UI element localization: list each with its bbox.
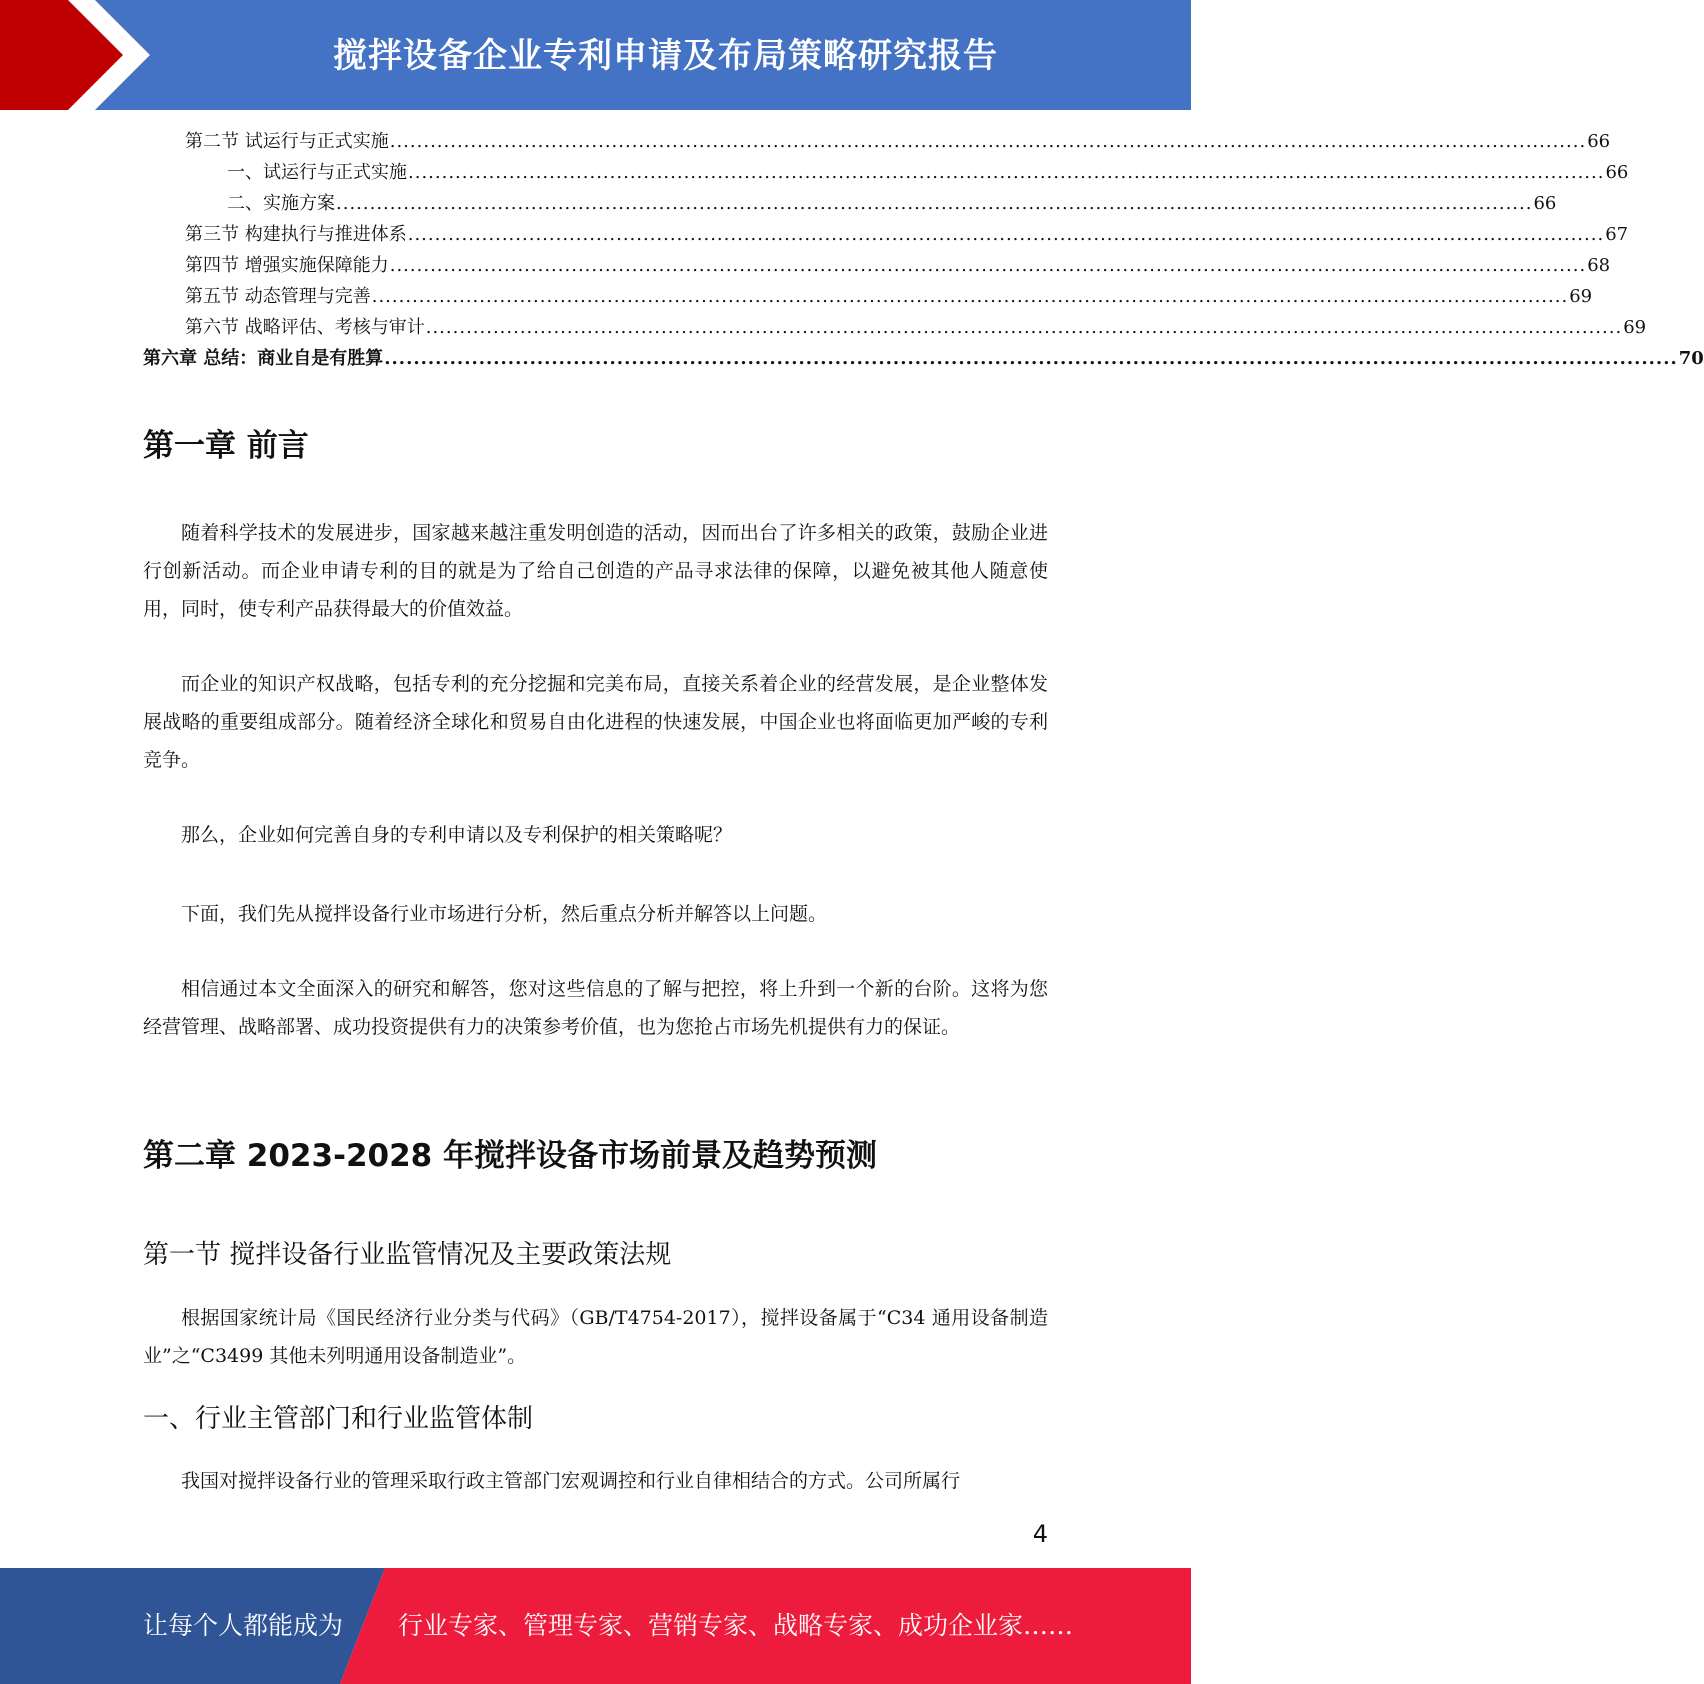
chapter-1-paragraph: 相信通过本文全面深入的研究和解答，您对这些信息的了解与把控，将上升到一个新的台阶。这将为您经营管理、战略部署、成功投资提供有力的决策参考价值，也为您抢占市场先机提供有力的保证。 xyxy=(143,978,1048,1038)
toc-page: 66 xyxy=(1533,193,1557,214)
report-title: 搅拌设备企业专利申请及布局策略研究报告 xyxy=(333,36,998,76)
toc-leader: .................................................................................................................................................................................. xyxy=(407,224,1605,245)
section-1-paragraph: 根据国家统计局《国民经济行业分类与代码》（GB/T4754-2017），搅拌设备属于“C34 通用设备制造业”之“C3499 其他未列明通用设备制造业”。 xyxy=(143,1307,1048,1367)
header-chevron-icon xyxy=(0,0,160,110)
toc-leader: .................................................................................................................................................................................. xyxy=(425,317,1623,338)
toc-page: 67 xyxy=(1605,224,1629,245)
toc-label: 第二节 试运行与正式实施 xyxy=(185,131,389,152)
toc-label: 第六章 总结：商业自是有胜算 xyxy=(143,348,384,369)
subsection-1-paragraph: 我国对搅拌设备行业的管理采取行政主管部门宏观调控和行业自律相结合的方式。公司所属行 xyxy=(181,1470,961,1492)
page-number: 4 xyxy=(1032,1520,1048,1548)
toc-page: 70 xyxy=(1678,348,1704,369)
subsection-1-title: 一、行业主管部门和行业监管体制 xyxy=(143,1404,534,1434)
toc-page: 66 xyxy=(1587,131,1611,152)
chapter-1-paragraph: 随着科学技术的发展进步，国家越来越注重发明创造的活动，因而出台了许多相关的政策，鼓励企业进行创新活动。而企业申请专利的目的就是为了给自己创造的产品寻求法律的保障，以避免被其他人随意使用，同时，使专利产品获得最大的价值效益。 xyxy=(143,522,1048,620)
toc-page: 68 xyxy=(1587,255,1611,276)
toc-page: 66 xyxy=(1605,162,1629,183)
chapter-1-paragraph: 而企业的知识产权战略，包括专利的充分挖掘和完美布局，直接关系着企业的经营发展，是企业整体发展战略的重要组成部分。随着经济全球化和贸易自由化进程的快速发展，中国企业也将面临更加严峻的专利竞争。 xyxy=(143,673,1048,771)
footer-slogan-left: 让每个人都能成为 xyxy=(143,1611,344,1640)
toc-leader: .................................................................................................................................................................................. xyxy=(371,286,1569,307)
toc-leader: .................................................................................................................................................................................. xyxy=(408,162,1605,183)
toc-leader: .................................................................................................................................................................................. xyxy=(389,131,1587,152)
page-footer xyxy=(0,1568,1191,1684)
toc-entry[interactable] xyxy=(143,343,1704,374)
toc-page: 69 xyxy=(1623,317,1647,338)
page-header xyxy=(0,0,1191,110)
toc-leader: .................................................................................................................................................................................. xyxy=(389,255,1587,276)
section-1-title: 第一节 搅拌设备行业监管情况及主要政策法规 xyxy=(143,1240,672,1270)
toc-entry[interactable] xyxy=(143,281,1593,312)
toc-entry[interactable] xyxy=(143,126,1611,157)
toc-leader: .................................................................................................................................................................................. xyxy=(384,348,1678,369)
toc-label: 第六节 战略评估、考核与审计 xyxy=(185,317,425,338)
toc-label: 二、实施方案 xyxy=(227,193,335,214)
chapter-1-title: 第一章 前言 xyxy=(143,428,309,464)
toc-label: 第四节 增强实施保障能力 xyxy=(185,255,389,276)
toc-entry[interactable] xyxy=(143,219,1629,250)
toc-entry[interactable] xyxy=(143,250,1611,281)
toc-page: 69 xyxy=(1569,286,1593,307)
toc-entry[interactable] xyxy=(143,157,1629,188)
chapter-2-title: 第二章 2023-2028 年搅拌设备市场前景及趋势预测 xyxy=(143,1138,878,1174)
table-of-contents xyxy=(143,126,1704,374)
toc-label: 第五节 动态管理与完善 xyxy=(185,286,371,307)
chapter-1-paragraph: 那么，企业如何完善自身的专利申请以及专利保护的相关策略呢？ xyxy=(181,824,733,846)
toc-entry[interactable] xyxy=(143,312,1647,343)
chapter-1-paragraph: 下面，我们先从搅拌设备行业市场进行分析，然后重点分析并解答以上问题。 xyxy=(181,903,828,925)
toc-label: 第三节 构建执行与推进体系 xyxy=(185,224,407,245)
footer-slogan-right: 行业专家、管理专家、营销专家、战略专家、成功企业家…… xyxy=(398,1611,1074,1640)
toc-label: 一、试运行与正式实施 xyxy=(227,162,407,183)
toc-entry[interactable] xyxy=(143,188,1557,219)
toc-leader: .................................................................................................................................................................................. xyxy=(336,193,1533,214)
